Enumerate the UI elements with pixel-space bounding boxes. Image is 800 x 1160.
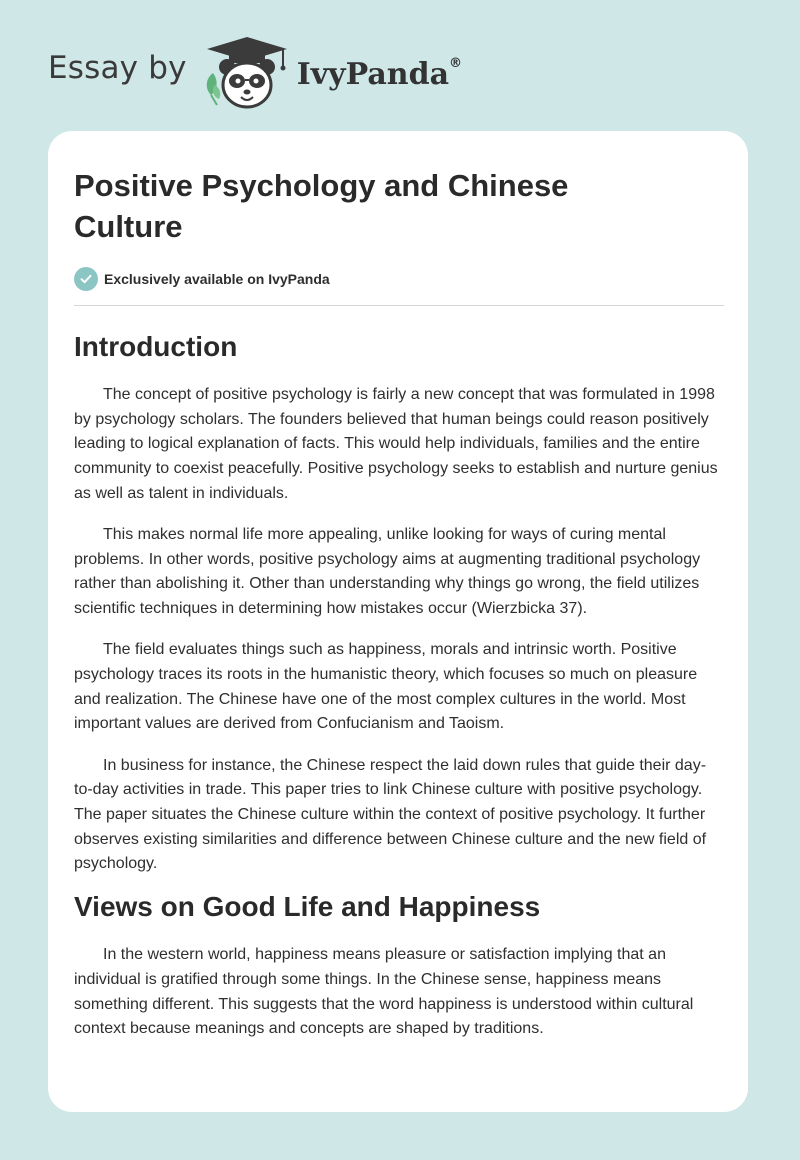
registered-mark: ® (449, 55, 463, 71)
paragraph: In business for instance, the Chinese respect the laid down rules that guide their day-to-day activities in trade. This paper tries to link Chinese culture with positive psychology. The paper situates the Chinese culture within the context of positive psychology. It further observes existing similarities and difference between Chinese culture and the new field of psychology. (74, 756, 707, 873)
paragraph: The field evaluates things such as happiness, morals and intrinsic worth. Positive psychology traces its roots in the humanistic theory, which focuses so much on pleasure and realization. The Chinese have one of the most complex cultures in the world. Most important values are derived from Confucianism and Taoism. (74, 641, 698, 733)
page-title: Positive Psychology and Chinese Culture (74, 168, 569, 244)
essay-card (48, 131, 748, 1112)
paragraph: In the western world, happiness means pleasure or satisfaction implying that an individual is gratified through some things. In the Chinese sense, happiness means something different. This suggests that the word happiness is understood within cultural context because meanings and concepts are shaped by traditions. (74, 946, 694, 1038)
section-heading-views: Views on Good Life and Happiness (74, 891, 541, 923)
paragraph: The concept of positive psychology is fairly a new concept that was formulated in 1998 by psychology scholars. The founders believed that human beings could reason positively leading to logical explanation of facts. This would help individuals, families and the entire community to coexist peacefully. Positive psychology seeks to establish and nurture genius as well as talent in individuals. (74, 386, 718, 502)
paragraph: This makes normal life more appealing, unlike looking for ways of curing mental problems. In other words, positive psychology aims at augmenting traditional psychology rather than abolishing it. Other than understanding why things go wrong, the field utilizes scientific techniques in determining how mistakes occur (Wierzbicka 37). (74, 526, 701, 618)
check-circle-icon (74, 267, 98, 291)
divider (74, 305, 724, 306)
exclusive-badge (74, 267, 724, 291)
essay-by-label: Essay by (48, 50, 187, 86)
site-header (48, 32, 462, 112)
essay-content (74, 131, 724, 1042)
brand-name[interactable]: IvyPanda® (296, 55, 463, 92)
section-heading-introduction: Introduction (74, 331, 238, 362)
badge-label: Exclusively available on IvyPanda (104, 271, 330, 287)
panda-graduate-icon (201, 33, 293, 111)
